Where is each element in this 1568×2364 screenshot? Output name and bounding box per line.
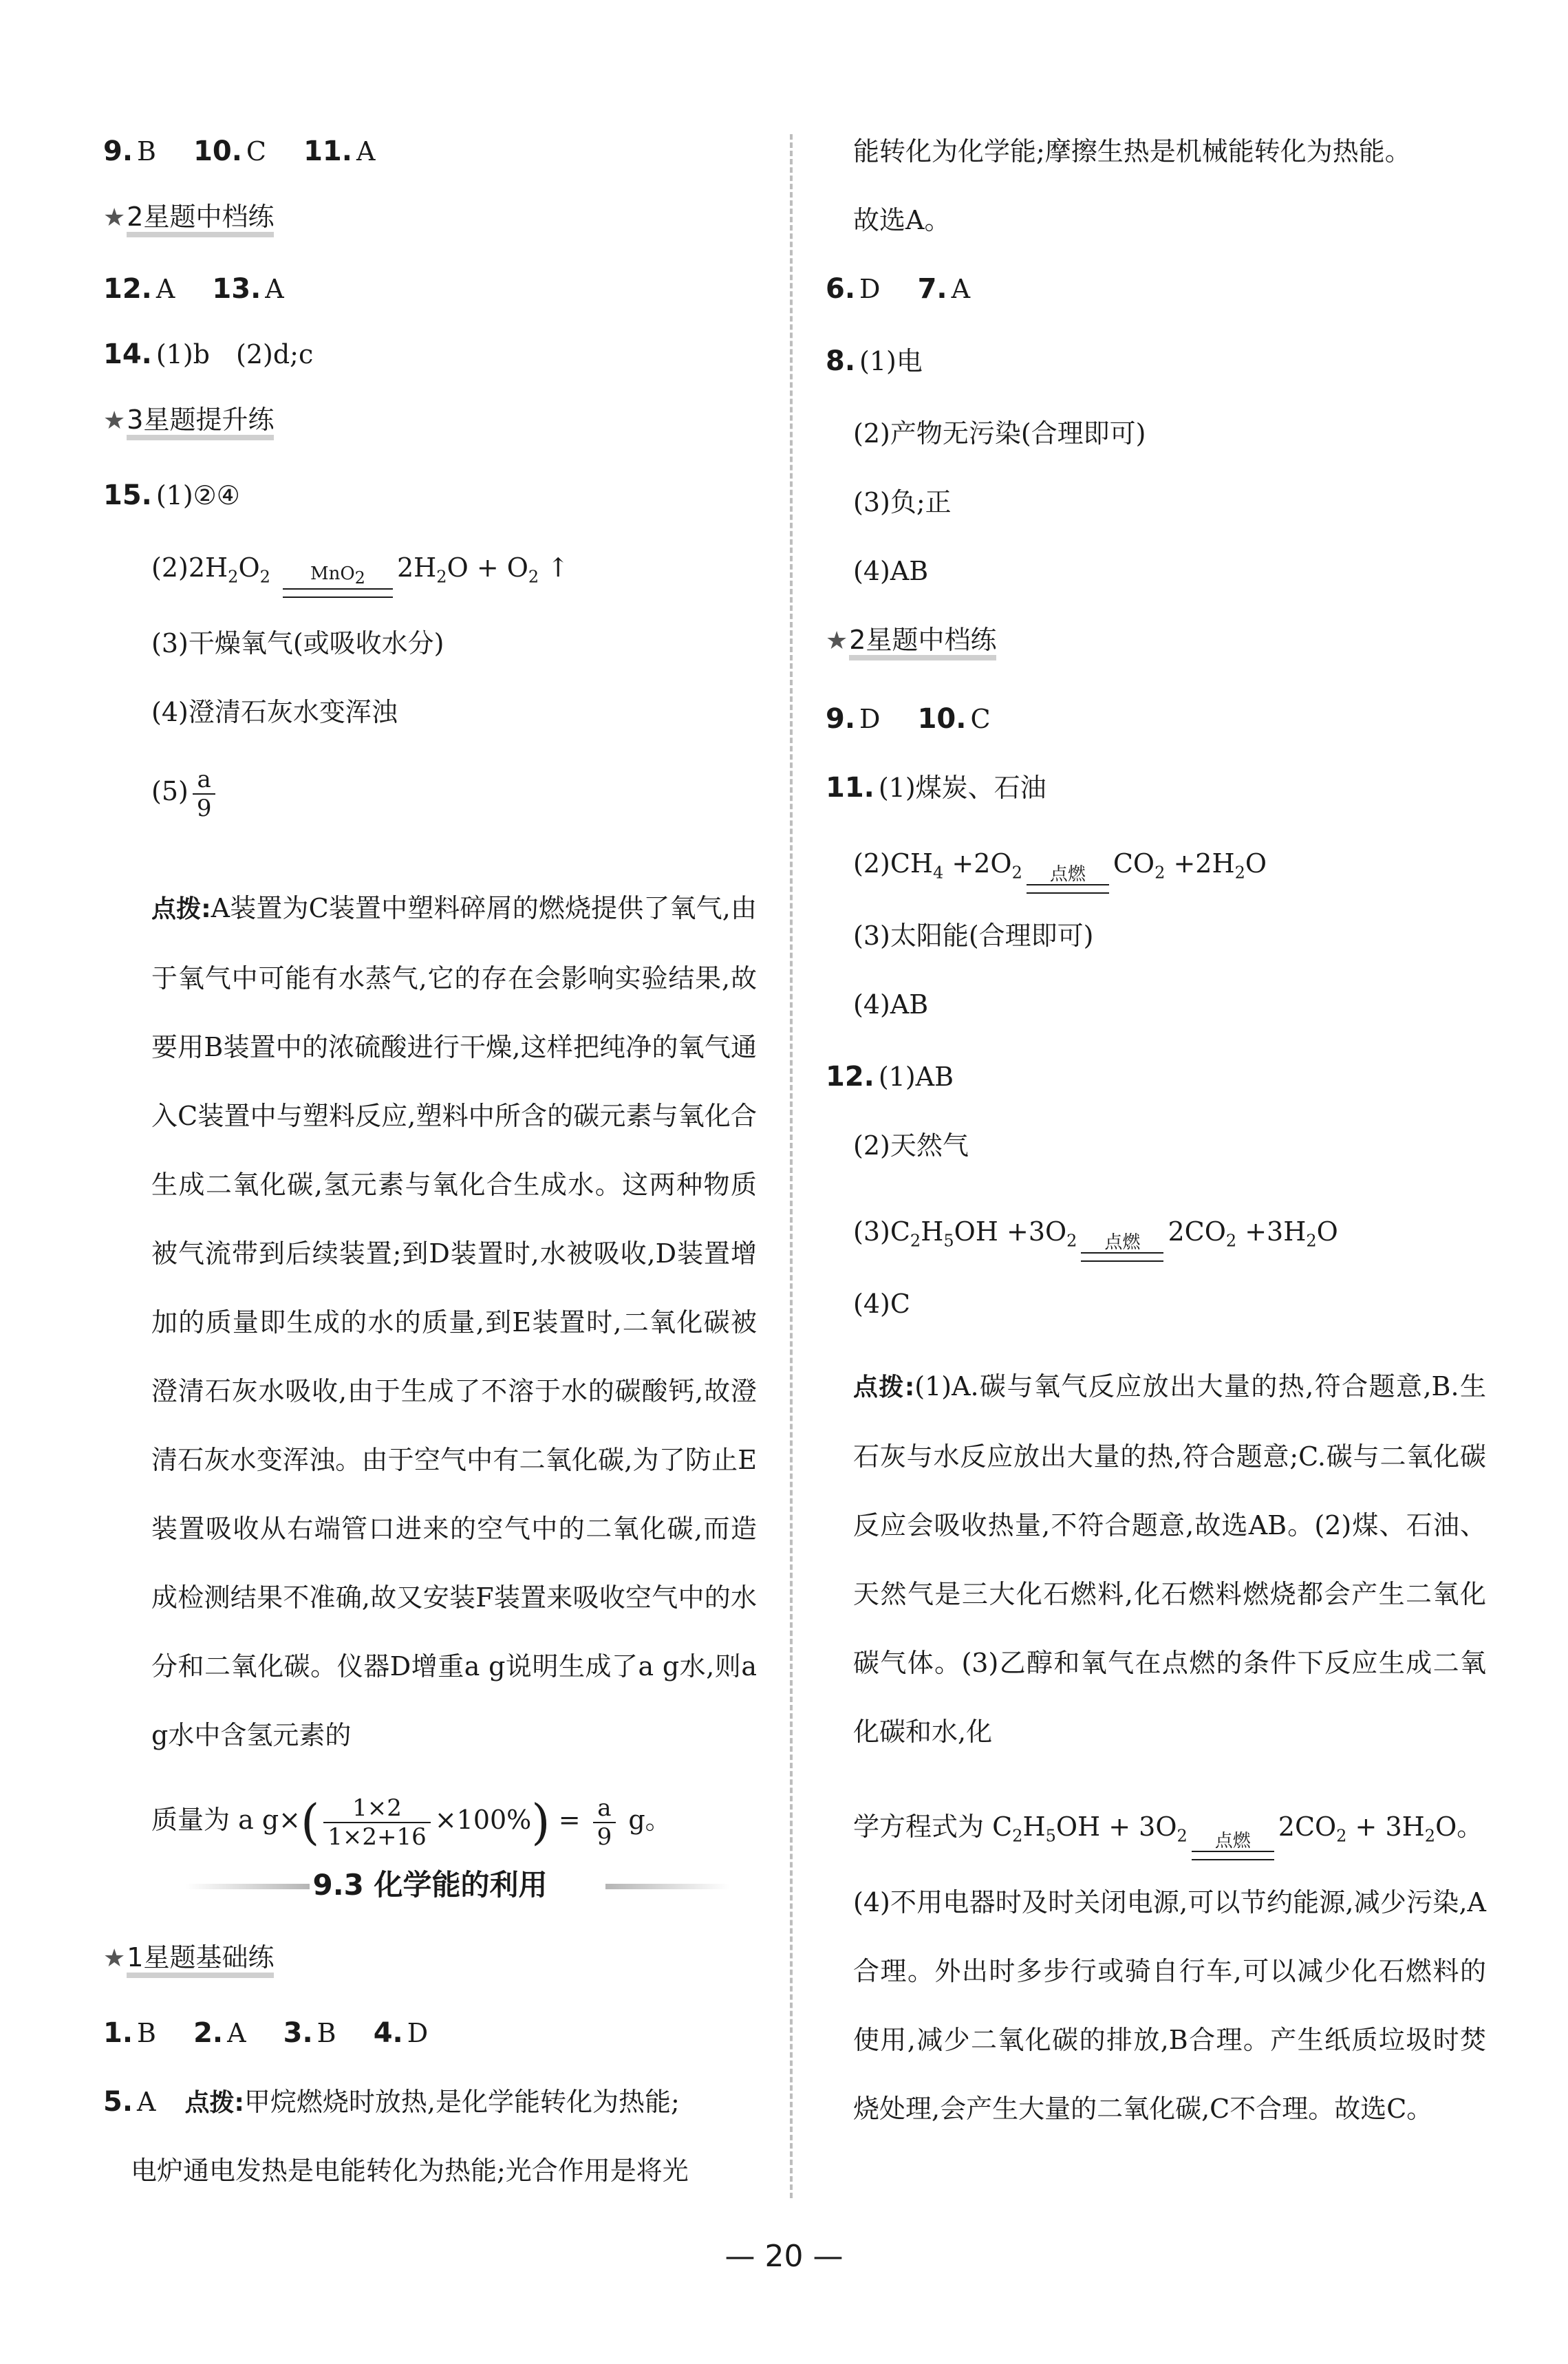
- equation-12-3: $(3)C_2H_5OH +3O_2$ 点燃 $2CO_2 +3H_2O$: [853, 1211, 1338, 1262]
- page-number: — 20 —: [724, 2239, 844, 2274]
- answer-8-2: (2)产物无污染(合理即可): [853, 418, 1146, 449]
- section-heading-9-3: 9.3 化学能的利用: [103, 1865, 757, 1906]
- answer-11-4: (4)AB: [853, 989, 929, 1020]
- reaction-condition: 点燃: [1081, 1233, 1163, 1262]
- answer-line-6-7: 6. D 7. A: [826, 273, 971, 305]
- fraction: $\frac{a}{9}$: [193, 766, 216, 822]
- star-icon: ★: [103, 204, 126, 232]
- heading-rule-right: [605, 1884, 729, 1889]
- reaction-condition: 点燃: [1027, 865, 1109, 894]
- answer-15-5: (5) $\frac{a}{9}$: [151, 764, 219, 822]
- section-3star: ★3星题提升练: [103, 402, 274, 438]
- tip-paragraph-15: 点拨:A装置为C装置中塑料碎屑的燃烧提供了氧气,由于氧气中可能有水蒸气,它的存在会影响实验结果,故要用B装置中的浓硫酸进行干燥,这样把纯净的氧气通入C装置中与塑料反应,塑料中所含的碳元素与氧化合生成二氧化碳,氢元素与氧化合生成水。这两种物质被气流带到后续装置;到D装置时,水被吸收,D装置增加的质量即生成的水的质量,到E装置时,二氧化碳被澄清石灰水吸收,由于生成了不溶于水的碳酸钙,故澄清石灰水变浑浊。由于空气中有二氧化碳,为了防止E装置吸收从右端管口进来的空气中的二氧化碳,而造成检测结果不准确,故又安装F装置来吸收空气中的水分和二氧化碳。仪器D增重a g说明生成了a g水,则a g水中含氢元素的: [151, 893, 757, 1750]
- tip-5-cont: 能转化为化学能;摩擦生热是机械能转化为热能。: [853, 136, 1411, 166]
- column-divider: [790, 134, 793, 2198]
- mass-formula: 质量为 a g×( $\frac{1\times 2}{1\times 2+16}$ ×100%) = $\frac{a}{9}$ g。: [151, 1794, 672, 1851]
- reaction-condition: MnO$_2$: [283, 564, 393, 597]
- answer-line-15: 15. (1)②④: [103, 480, 240, 511]
- answer-line-12-13: 12. A 13. A: [103, 273, 284, 305]
- answer-line-11: 11. (1)煤炭、石油: [826, 772, 1046, 804]
- answer-15-4: (4)澄清石灰水变浑浊: [151, 697, 398, 727]
- answer-11-3: (3)太阳能(合理即可): [853, 921, 1094, 951]
- answer-line-9-11: 9. B 10. C 11. A: [103, 136, 376, 167]
- tip-paragraph-12b: (4)不用电器时及时关闭电源,可以节约能源,减少污染,A合理。外出时多步行或骑自行车,可以减少化石燃料的使用,减少二氧化碳的排放,B合理。产生纸质垃圾时焚烧处理,会产生大量的二氧化碳,C不合理。故选C。: [853, 1887, 1486, 2124]
- equation-15-2: $(2)2H_2O_2$ MnO$_2$ $2H_2O + O_2$ ↑: [151, 547, 569, 598]
- answer-line-1-4: 1. B 2. A 3. B 4. D: [103, 2017, 429, 2049]
- answer-line-9-10: 9. D 10. C: [826, 703, 991, 735]
- answer-8-4: (4)AB: [853, 556, 929, 586]
- star-icon: ★: [103, 407, 126, 435]
- star-icon: ★: [103, 1944, 126, 1973]
- answer-line-8: 8. (1)电: [826, 345, 923, 377]
- answer-line-12: 12. (1)AB: [826, 1061, 954, 1093]
- answer-12-4: (4)C: [853, 1289, 910, 1319]
- tip-equation: 学方程式为 $C_2H_5OH + 3O_2$ 点燃 $2CO_2 + 3H_2O$。: [853, 1803, 1483, 1860]
- answer-line-14: 14. (1)b (2)d;c: [103, 339, 314, 370]
- answer-line-5: 5. A 点拨:甲烷燃烧时放热,是化学能转化为热能;: [103, 2086, 680, 2118]
- section-2star-right: ★2星题中档练: [826, 623, 996, 658]
- answer-line-5-cont: 电炉通电发热是电能转化为热能;光合作用是将光: [131, 2156, 689, 2186]
- tip-5-end: 故选A。: [853, 205, 951, 235]
- equation-11-2: $(2)CH_4 +2O_2$ 点燃 $CO_2 +2H_2O$: [853, 843, 1267, 894]
- section-2star: ★2星题中档练: [103, 200, 274, 235]
- section-1star: ★1星题基础练: [103, 1940, 274, 1976]
- star-icon: ★: [826, 627, 848, 655]
- tip-paragraph-12a: 点拨:(1)A.碳与氧气反应放出大量的热,符合题意,B.生石灰与水反应放出大量的热,符合题意;C.碳与二氧化碳反应会吸收热量,不符合题意,故选AB。(2)煤、石油、天然气是三大化石燃料,化石燃料燃烧都会产生二氧化碳气体。(3)乙醇和氧气在点燃的条件下反应生成二氧化碳和水,化: [853, 1371, 1486, 1747]
- answer-15-3: (3)干燥氧气(或吸收水分): [151, 628, 444, 658]
- heading-rule-left: [186, 1884, 310, 1889]
- reaction-condition: 点燃: [1192, 1831, 1274, 1860]
- answer-12-2: (2)天然气: [853, 1130, 969, 1161]
- answer-8-3: (3)负;正: [853, 487, 952, 517]
